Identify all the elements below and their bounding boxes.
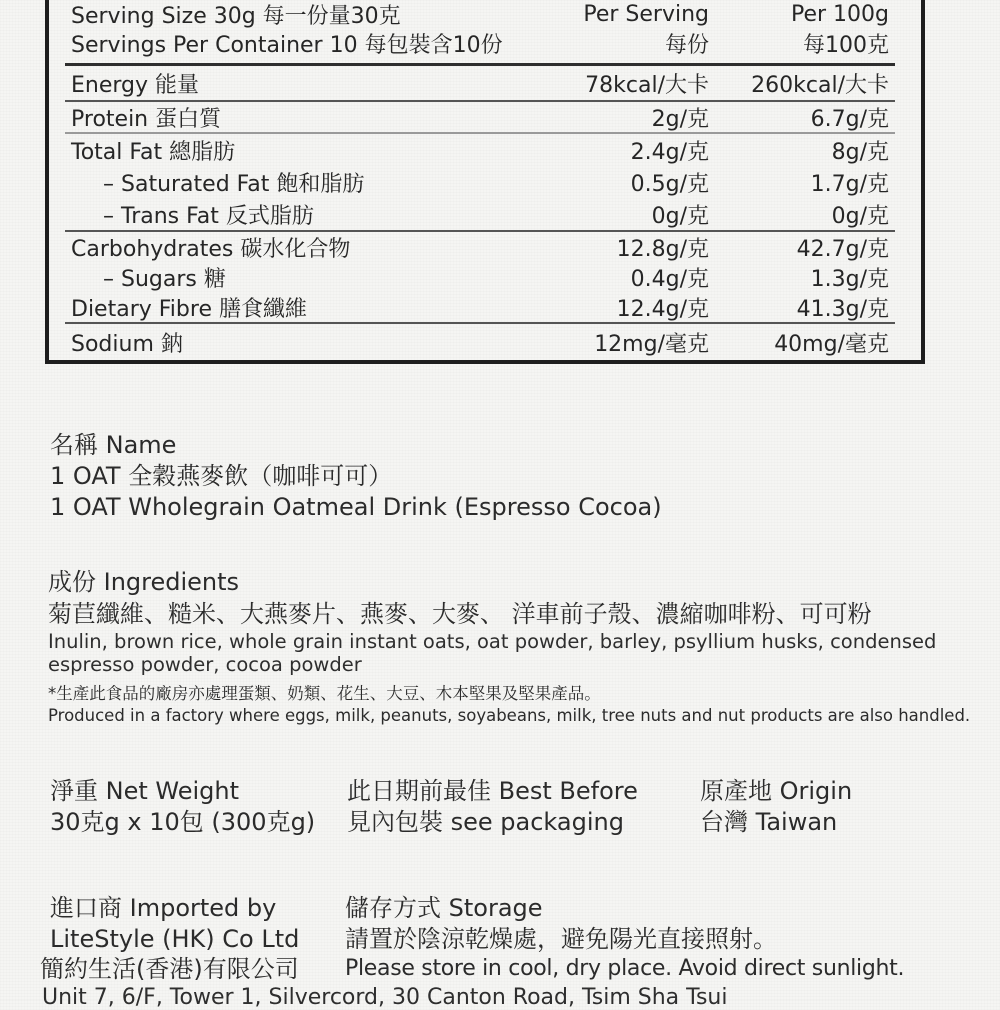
row-per-100g: 1.3g/克 <box>810 266 889 292</box>
name-section-heading: 名稱 Name <box>50 431 177 459</box>
row-label: Total Fat 總脂肪 <box>71 139 236 165</box>
ingredients-section <box>48 566 978 726</box>
row-per-serving: 12.4g/克 <box>616 296 709 322</box>
imported-by-label: 進口商 Imported by <box>50 894 277 922</box>
importer-name-english: LiteStyle (HK) Co Ltd <box>50 924 300 953</box>
row-per-100g: 8g/克 <box>831 139 889 165</box>
table-row-saturated-fat <box>49 166 921 198</box>
row-per-serving: 0g/克 <box>651 203 709 229</box>
row-label: Sodium 鈉 <box>71 331 183 357</box>
per-serving-header-chinese: 每份 <box>664 33 709 58</box>
product-details-row <box>0 776 1000 842</box>
origin-block <box>700 776 852 838</box>
table-row-sodium <box>49 324 921 360</box>
ingredients-heading: 成份 Ingredients <box>48 568 240 596</box>
row-per-serving: 0.4g/克 <box>630 266 709 292</box>
best-before-label: 此日期前最佳 Best Before <box>347 777 638 805</box>
row-label: – Saturated Fat 飽和脂肪 <box>103 171 365 197</box>
product-name-chinese: 1 OAT 全穀燕麥飲（咖啡可可） <box>50 462 393 490</box>
row-label: – Trans Fat 反式脂肪 <box>103 203 314 229</box>
row-per-serving: 12.8g/克 <box>616 236 709 262</box>
ingredients-english-line2: espresso powder, cocoa powder <box>48 653 362 676</box>
importer-address: Unit 7, 6/F, Tower 1, Silvercord, 30 Canton Road, Tsim Sha Tsui <box>42 985 728 1010</box>
row-per-100g: 260kcal/大卡 <box>751 72 889 98</box>
table-group-carbohydrates <box>49 232 921 322</box>
name-section <box>50 430 662 523</box>
table-row-dietary-fibre <box>49 292 921 322</box>
storage-block <box>345 893 904 985</box>
row-label: Protein 蛋白質 <box>71 106 222 132</box>
product-name-english: 1 OAT Wholegrain Oatmeal Drink (Espresso Cocoa) <box>50 493 662 521</box>
table-row-energy <box>49 66 921 100</box>
row-per-serving: 2g/克 <box>651 106 709 132</box>
table-row-total-fat <box>49 134 921 166</box>
storage-label: 儲存方式 Storage <box>345 894 543 922</box>
row-per-serving: 12mg/毫克 <box>594 331 709 357</box>
importer-name-chinese: 簡約生活(香港)有限公司 <box>40 955 299 983</box>
row-label: Dietary Fibre 膳食纖維 <box>71 296 307 322</box>
serving-size-label: Serving Size 30g 每一份量30克 <box>71 4 401 29</box>
importer-block <box>40 893 300 985</box>
allergen-note-chinese: *生產此食品的廠房亦處理蛋類、奶類、花生、大豆、木本堅果及堅果產品。 <box>48 684 601 703</box>
ingredients-english-line1: Inulin, brown rice, whole grain instant oats, oat powder, barley, psyllium husks, condensed <box>48 630 937 653</box>
row-per-100g: 0g/克 <box>831 203 889 229</box>
nutrition-table <box>45 0 925 364</box>
per-100g-header-chinese: 每100克 <box>803 33 889 58</box>
origin-label: 原產地 Origin <box>700 777 853 805</box>
net-weight-label: 淨重 Net Weight <box>50 777 239 805</box>
row-per-100g: 42.7g/克 <box>796 236 889 262</box>
per-100g-header: Per 100g <box>790 2 889 27</box>
row-per-serving: 2.4g/克 <box>630 139 709 165</box>
row-per-serving: 78kcal/大卡 <box>585 72 709 98</box>
storage-instructions-english: Please store in cool, dry place. Avoid direct sunlight. <box>345 956 905 981</box>
table-row-sugars <box>49 262 921 292</box>
net-weight-block <box>50 776 315 838</box>
nutrition-table-header <box>49 0 921 63</box>
row-label: – Sugars 糖 <box>103 266 226 292</box>
row-per-serving: 0.5g/克 <box>630 171 709 197</box>
table-row-protein <box>49 102 921 132</box>
row-per-100g: 1.7g/克 <box>810 171 889 197</box>
table-row-trans-fat <box>49 198 921 230</box>
row-per-100g: 40mg/毫克 <box>774 331 889 357</box>
storage-instructions-chinese: 請置於陰涼乾燥處，避免陽光直接照射。 <box>345 924 777 953</box>
allergen-note-english: Produced in a factory where eggs, milk, peanuts, soyabeans, milk, tree nuts and nut products are also handled. <box>48 706 971 725</box>
origin-value: 台灣 Taiwan <box>700 808 838 836</box>
best-before-value: 見內包裝 see packaging <box>347 808 624 836</box>
per-serving-header: Per Serving <box>583 2 709 27</box>
row-label: Energy 能量 <box>71 72 200 98</box>
table-row-carbohydrates <box>49 232 921 262</box>
row-per-100g: 41.3g/克 <box>796 296 889 322</box>
table-group-fat <box>49 134 921 230</box>
best-before-block <box>347 776 638 838</box>
row-label: Carbohydrates 碳水化合物 <box>71 236 351 262</box>
net-weight-value: 30克g x 10包 (300克g) <box>50 808 316 836</box>
ingredients-chinese: 菊苣纖維、糙米、大燕麥片、燕麥、大麥、 洋車前子殼、濃縮咖啡粉、可可粉 <box>48 600 872 628</box>
row-per-100g: 6.7g/克 <box>810 106 889 132</box>
servings-per-container-label: Servings Per Container 10 每包裝含10份 <box>71 33 503 58</box>
